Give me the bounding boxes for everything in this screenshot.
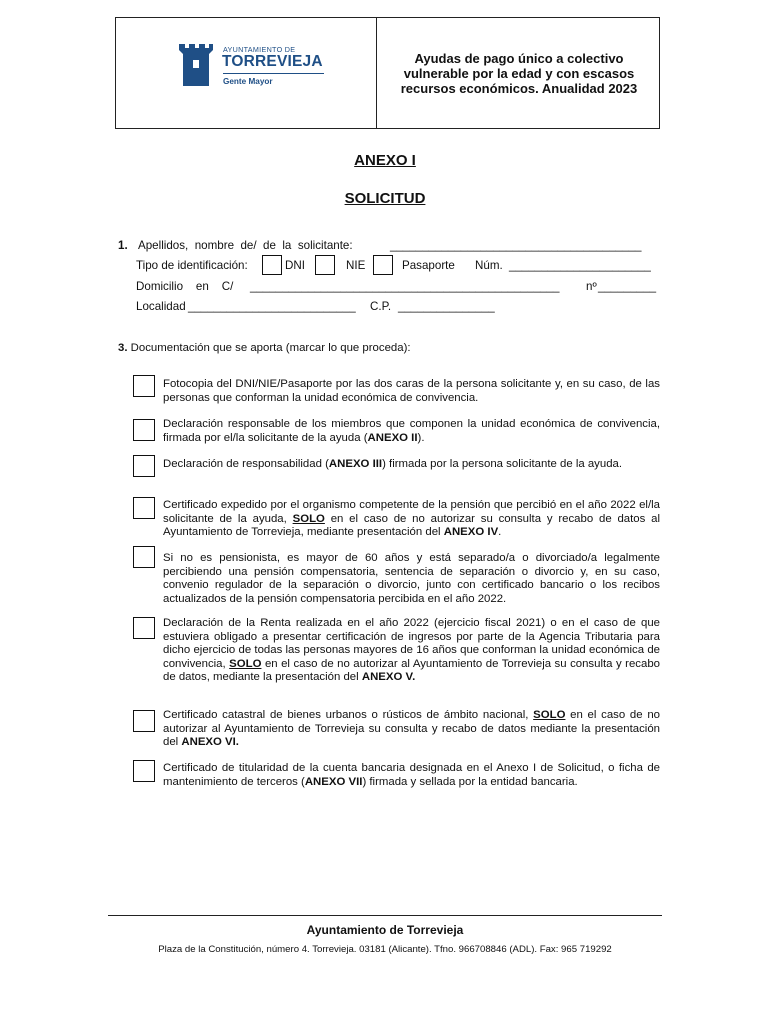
footer-address: Plaza de la Constitución, número 4. Torrevieja. 03181 (Alicante). Tfno. 966708846 (ADL). Fax: 965 719292 [158, 944, 612, 955]
doc-item-6: Declaración de la Renta realizada en el año 2022 (ejercicio fiscal 2021) o en el caso de que estuviera obligado a presentar certificación de ingresos por parte de la Agencia Tributaria para dicho ejercicio de todas las personas mayores de 16 años que conforman la unidad económica de convivencia, SOLO en el caso de no autorizar al Ayuntamiento de Torrevieja su consulta y recabo de datos, mediante la presentación del ANEXO V. [163, 617, 660, 683]
doc-checkbox-5[interactable] [133, 546, 155, 568]
dni-checkbox[interactable] [262, 255, 282, 275]
locality-field[interactable]: __________________________ [188, 300, 356, 313]
name-field[interactable]: _______________________________________ [390, 239, 642, 252]
num-field[interactable]: ______________________ [509, 259, 651, 272]
id-type-label: Tipo de identificación: [136, 259, 248, 272]
doc-item-1: Fotocopia del DNI/NIE/Pasaporte por las dos caras de la persona solicitante y, en su caso, de las personas que conforman la unidad económica de convivencia. [163, 378, 660, 404]
num-label: Núm. [475, 259, 503, 272]
logo-divider [223, 73, 324, 74]
cp-field[interactable]: _______________ [398, 300, 495, 313]
footer-divider [108, 915, 662, 916]
doc-checkbox-8[interactable] [133, 760, 155, 782]
annex-title: ANEXO I [354, 152, 416, 169]
doc-item-7: Certificado catastral de bienes urbanos o rústicos de ámbito nacional, SOLO en el caso de no autorizar al Ayuntamiento de Torrevieja su consulta y recabo de datos mediante la presentación del ANEXO VI. [163, 709, 660, 748]
passport-label: Pasaporte [402, 259, 455, 272]
doc-checkbox-2[interactable] [133, 419, 155, 441]
doc-checkbox-6[interactable] [133, 617, 155, 639]
name-label: Apellidos, nombre de/ de la solicitante: [138, 239, 353, 252]
doc-checkbox-1[interactable] [133, 375, 155, 397]
logo [176, 44, 336, 92]
doc-item-5: Si no es pensionista, es mayor de 60 años y está separado/a o divorciado/a legalmente percibiendo una pensión compensatoria, sentencia de separación o divorcio y, en su caso, convenio regulador de la separación o divorcio, junto con certificado bancario o los recibos actualizados de la pensión compensatoria percibida en el año 2022. [163, 552, 660, 605]
logo-small-text: AYUNTAMIENTO DE [223, 45, 296, 54]
doc-item-2: Declaración responsable de los miembros que componen la unidad económica de convivencia, firmada por el/la solicitante de la ayuda (ANEXO II). [163, 418, 660, 444]
nie-checkbox[interactable] [315, 255, 335, 275]
section1-number: 1. [118, 239, 128, 252]
locality-label: Localidad [136, 300, 186, 313]
dni-label: DNI [285, 259, 305, 272]
request-title: SOLICITUD [344, 190, 426, 207]
address-no-label: nº [586, 280, 597, 293]
doc-checkbox-3[interactable] [133, 455, 155, 477]
address-no-field[interactable]: _________ [598, 280, 657, 293]
logo-main-text: TORREVIEJA [222, 53, 323, 70]
footer-name: Ayuntamiento de Torrevieja [306, 923, 464, 937]
doc-checkbox-7[interactable] [133, 710, 155, 732]
logo-sub-text: Gente Mayor [223, 77, 273, 86]
doc-item-4: Certificado expedido por el organismo competente de la pensión que percibió en el año 2022 el/la solicitante de la ayuda, SOLO en el caso de no autorizar su consulta y recabo de datos al Ayuntamiento de Torrevieja, mediante presentación del ANEXO IV. [163, 499, 660, 538]
passport-checkbox[interactable] [373, 255, 393, 275]
section3-heading: 3. Documentación que se aporta (marcar lo que proceda): [118, 342, 411, 354]
header-box [115, 17, 660, 129]
address-field[interactable]: ________________________________________________ [250, 280, 560, 293]
address-label: Domicilio en C/ [136, 280, 234, 293]
castle-icon [176, 44, 216, 86]
nie-label: NIE [346, 259, 366, 272]
doc-item-3: Declaración de responsabilidad (ANEXO III) firmada por la persona solicitante de la ayuda. [163, 458, 623, 470]
cp-label: C.P. [370, 300, 392, 313]
header-title: Ayudas de pago único a colectivo vulnerable por la edad y con escasos recursos económicos. Anualidad 2023 [400, 50, 638, 96]
doc-item-8: Certificado de titularidad de la cuenta bancaria designada en el Anexo I de Solicitud, o ficha de mantenimiento de terceros (ANEXO VII) firmada y sellada por la entidad bancaria. [163, 762, 660, 788]
doc-checkbox-4[interactable] [133, 497, 155, 519]
